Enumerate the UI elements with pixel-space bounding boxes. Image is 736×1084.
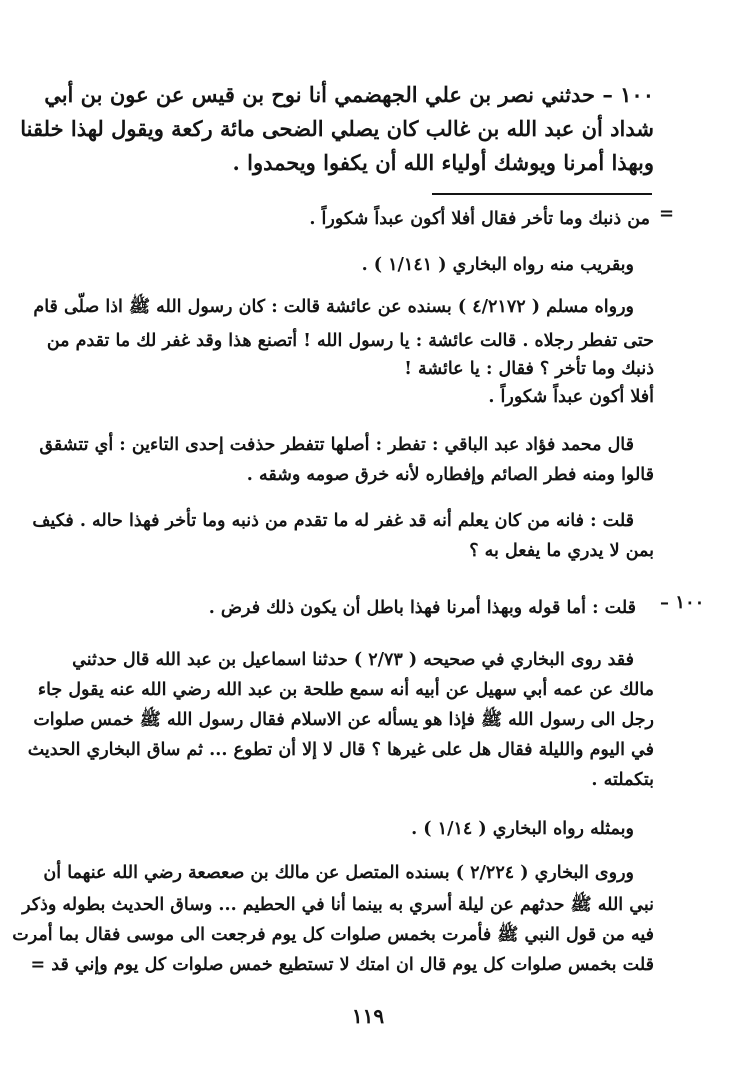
footnote-line: بمن لا يدري ما يفعل به ؟ xyxy=(469,541,654,561)
footnote-line: قلت : فانه من كان يعلم أنه قد غفر له ما تقدم من ذنبه وما تأخر فهذا حاله . فكيف xyxy=(32,511,634,531)
footnote-line: نبي الله ﷺ حدثهم عن ليلة أسري به بينما أنا في الحطيم ... وساق الحديث بطوله وذكر xyxy=(22,895,654,915)
page-number: ١١٩ xyxy=(351,1004,385,1028)
footnote-line: وروى البخاري ( ٢/٢٢٤ ) بسنده المتصل عن مالك بن صعصعة رضي الله عنهما أن xyxy=(43,863,634,883)
footnote-line: ذنبك وما تأخر ؟ فقال : يا عائشة ! xyxy=(404,359,654,379)
footnote-line: بتكملته . xyxy=(591,770,654,790)
footnote-line: قالوا ومنه فطر الصائم وإفطاره لأنه خرق صومه وشقه . xyxy=(246,465,654,485)
footnote-line: قال محمد فؤاد عبد الباقي : تفطر : أصلها تتفطر حذفت إحدى التاءين : أي تتشقق xyxy=(39,435,634,455)
footnote-line: وبمثله رواه البخاري ( ١/١٤ ) . xyxy=(411,819,634,839)
main-text-line: شداد أن عبد الله بن غالب كان يصلي الضحى مائة ركعة ويقول لهذا خلقنا xyxy=(20,116,654,141)
main-text-line: ١٠٠ – حدثني نصر بن علي الجهضمي أنا نوح بن قيس عن عون بن أبي xyxy=(44,82,654,107)
footnote-line: أفلا أكون عبداً شكوراً . xyxy=(488,387,654,407)
footnote-line: فقد روى البخاري في صحيحه ( ٢/٧٣ ) حدثنا اسماعيل بن عبد الله قال حدثني xyxy=(72,650,634,670)
footnote-number: ١٠٠ – xyxy=(660,592,705,613)
footnote-line: وبقريب منه رواه البخاري ( ١/١٤١ ) . xyxy=(361,255,634,275)
footnote-line: حتى تفطر رجلاه . قالت عائشة : يا رسول الله ! أتصنع هذا وقد غفر لك ما تقدم من xyxy=(46,331,654,351)
footnote-line: في اليوم والليلة فقال هل على غيرها ؟ قال لا إلا أن تطوع ... ثم ساق البخاري الحديث xyxy=(27,740,654,760)
main-text-line: وبهذا أمرنا ويوشك أولياء الله أن يكفوا ويحمدوا . xyxy=(232,150,654,175)
continuation-mark: = xyxy=(659,203,675,224)
footnote-separator-rule xyxy=(432,193,652,195)
footnote-line: مالك عن عمه أبي سهيل عن أبيه أنه سمع طلحة بن عبد الله رضي الله عنه يقول جاء xyxy=(37,680,654,700)
footnote-line: ورواه مسلم ( ٤/٢١٧٢ ) بسنده عن عائشة قالت : كان رسول الله ﷺ اذا صلّى قام xyxy=(33,297,634,317)
footnote-line: فيه من قول النبي ﷺ فأمرت بخمس صلوات كل يوم فرجعت الى موسى فقال بما أمرت xyxy=(12,925,654,945)
footnote-line: قلت : أما قوله وبهذا أمرنا فهذا باطل أن يكون ذلك فرض . xyxy=(208,598,636,618)
footnote-line: رجل الى رسول الله ﷺ فإذا هو يسأله عن الاسلام فقال رسول الله ﷺ خمس صلوات xyxy=(33,710,654,730)
footnote-line: من ذنبك وما تأخر فقال أفلا أكون عبداً شكوراً . xyxy=(309,209,650,229)
footnote-line: قلت بخمس صلوات كل يوم قال ان امتك لا تستطيع خمس صلوات كل يوم وإني قد = xyxy=(30,955,654,975)
